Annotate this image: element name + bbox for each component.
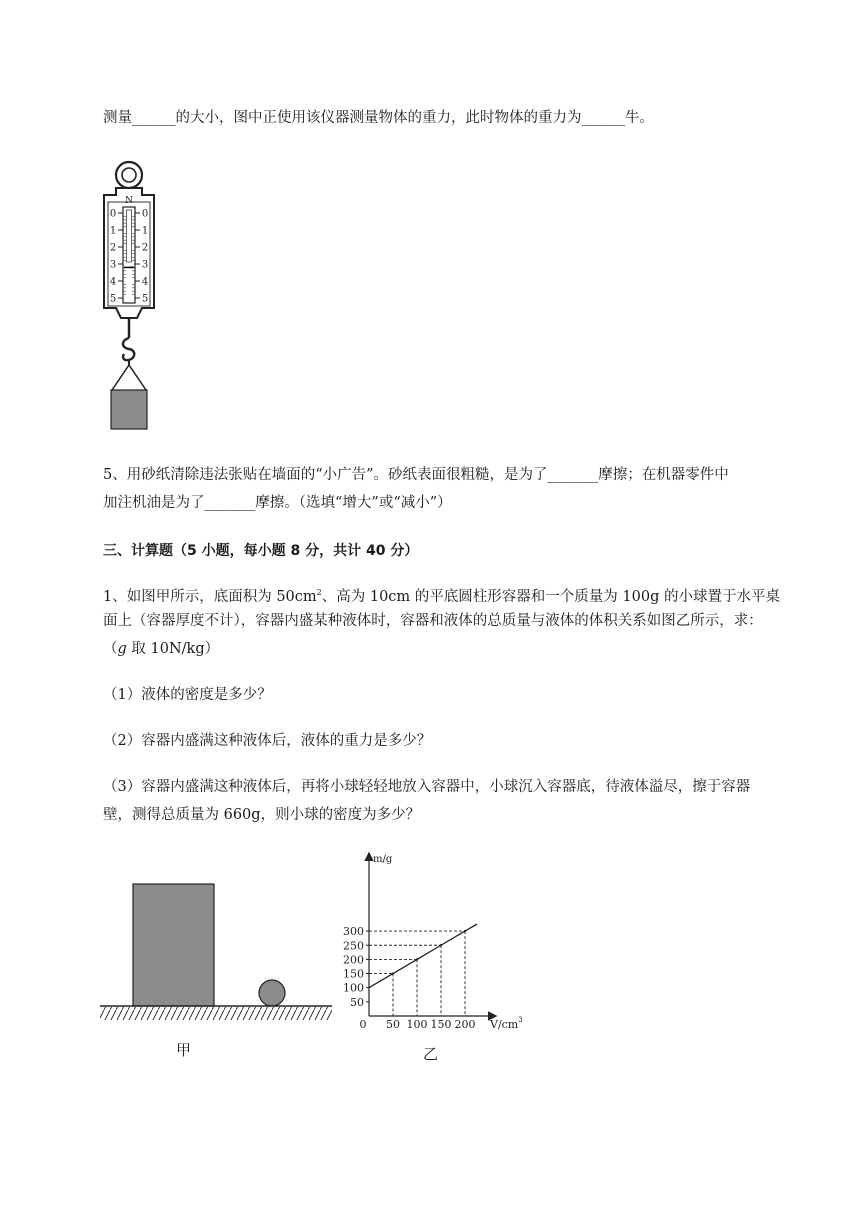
question-4-text: 测量______的大小，图中正使用该仪器测量物体的重力，此时物体的重力为______牛。 [103,110,654,126]
sub-question-2: （2）容器内盛满这种液体后，液体的重力是多少？ [103,733,432,749]
cylinder-container [133,884,214,1006]
scale-number-left: 2 [109,242,117,254]
figure-jia [98,878,338,1026]
scale-number-left: 3 [109,259,117,271]
weight-block [111,390,147,429]
y-tick-label: 150 [343,967,364,981]
question-1-line-1 [103,583,780,607]
y-tick-label: 250 [343,939,364,953]
x-axis-label-sup: 3 [518,1016,523,1024]
y-tick-label: 100 [343,981,364,995]
scale-number-left: 5 [109,293,117,305]
data-point [464,930,466,932]
scale-number-left: 1 [109,225,117,237]
y-axis-label: m/g [373,854,393,865]
series-line [369,924,477,988]
x-axis-label [489,1016,523,1031]
question-1-line-3 [103,639,219,659]
hook [123,338,134,360]
spring-scale-figure [98,158,168,434]
section-heading: 三、计算题（5 小题，每小题 8 分，共计 40 分） [103,543,419,559]
sub-question-1: （1）液体的密度是多少？ [103,687,272,703]
sub-question-3-line-2: 壁，测得总质量为 660g，则小球的密度为多少？ [103,807,421,823]
hanging-ring [116,162,142,188]
scale-number-left: 4 [109,276,117,288]
x-axis-label-text: V/cm [490,1018,519,1031]
mass-volume-chart [335,846,535,1036]
x-tick-label: 200 [454,1018,476,1031]
question-5-line-2: 加注机油是为了_______摩擦。（选填“增大”或“减小”） [103,495,452,511]
question-1-line-1-a: 1、如图甲所示，底面积为 50cm [103,588,317,605]
hanging-strings [112,365,146,390]
scale-number-right: 1 [141,225,149,237]
scale-number-right: 3 [141,259,149,271]
x-tick-label: 0 [359,1018,367,1031]
unit-superscript: 2 [316,588,322,597]
spring-indicator [127,210,132,262]
sub-question-3-line-1: （3）容器内盛满这种液体后，再将小球轻轻地放入容器中，小球沉入容器底，待液体溢尽，擦于容器 [103,779,751,795]
question-1-line-1-b: 、高为 10cm 的平底圆柱形容器和一个质量为 100g 的小球置于水平桌 [321,588,780,605]
g-value: 取 10N/kg） [126,641,220,657]
paren-open: （ [103,641,118,657]
scale-number-right: 0 [141,208,149,220]
small-ball [259,980,285,1006]
question-5-line-1: 5、用砂纸清除违法张贴在墙面的“小广告”。砂纸表面很粗糙，是为了_______摩擦；在机器零件中 [103,467,729,483]
y-tick-label: 50 [350,995,364,1009]
g-symbol: g [117,641,127,657]
scale-number-right: 5 [141,293,149,305]
data-point [440,944,442,946]
x-tick-label: 150 [430,1018,452,1031]
figure-yi-caption: 乙 [423,1045,439,1063]
x-tick-label: 50 [386,1018,400,1031]
y-tick-label: 200 [343,953,364,967]
x-tick-label: 100 [406,1018,428,1031]
question-1-line-2: 面上（容器厚度不计），容器内盛某种液体时，容器和液体的总质量与液体的体积关系如图乙所示，求： [103,613,763,629]
unit-label: N [125,196,133,206]
table-hatching [100,1007,332,1020]
figure-jia-caption: 甲 [176,1041,192,1059]
y-tick-label: 300 [343,925,364,939]
scale-number-left: 0 [109,208,117,220]
data-point [392,972,394,974]
data-point [416,958,418,960]
scale-number-right: 2 [141,242,149,254]
scale-number-right: 4 [141,276,149,288]
